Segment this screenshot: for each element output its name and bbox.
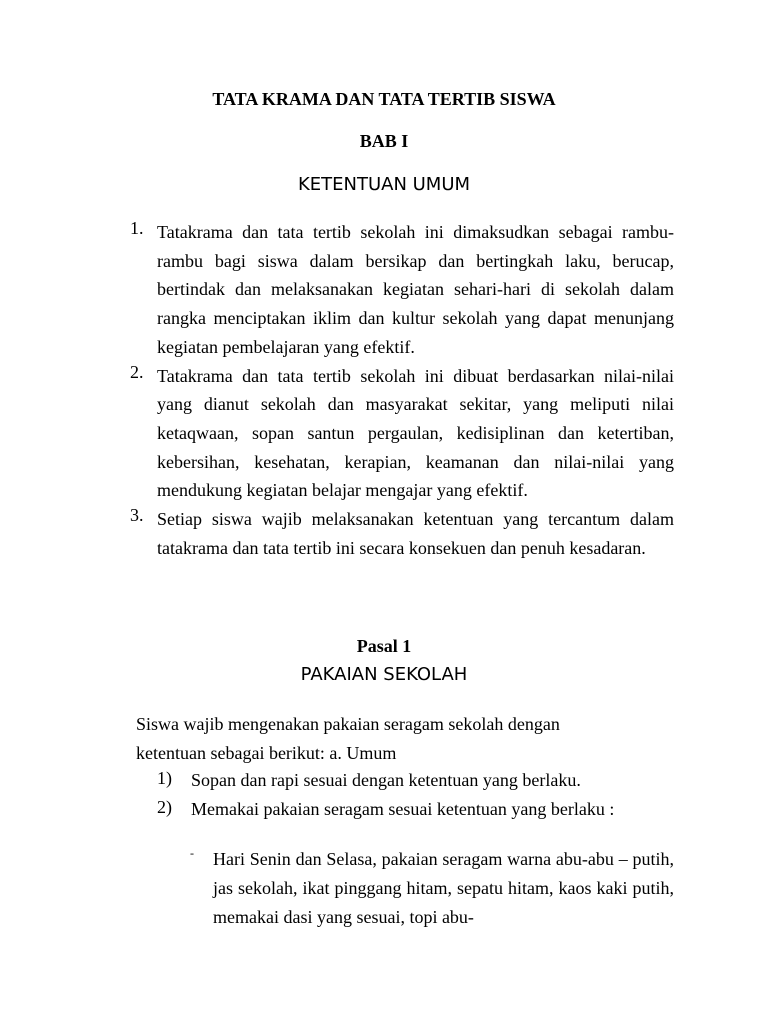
list-item (190, 845, 674, 932)
list-item (130, 362, 674, 506)
list-item-text: Tatakrama dan tata tertib sekolah ini dibuat berdasarkan nilai-nilai yang dianut sekolah dan masyarakat sekitar, yang meliputi nilai ketaqwaan, sopan santun pergaulan, kedisiplinan dan ketertiban, kebersihan, kesehatan, kerapian, keamanan dan nilai-nilai yang mendukung kegiatan belajar mengajar yang efektif. (157, 365, 674, 501)
intro-line: ketentuan sebagai berikut: a. Umum (136, 743, 397, 763)
list-item-text: Tatakrama dan tata tertib sekolah ini dimaksudkan sebagai rambu-rambu bagi siswa dalam bersikap dan bertingkah laku, berucap, bertindak dan melaksanakan kegiatan sehari-hari di sekolah dalam rangka menciptakan iklim dan kultur sekolah yang dapat menunjang kegiatan pembelajaran yang efektif. (157, 222, 674, 357)
list-item-number: 1. (130, 218, 144, 238)
rules-list (157, 768, 674, 826)
document-title: TATA KRAMA DAN TATA TERTIB SISWA (212, 89, 556, 109)
intro-line: Siswa wajib mengenakan pakaian seragam sekolah dengan (136, 714, 560, 734)
list-item-number: 2. (130, 361, 144, 382)
list-item-number: 3. (130, 505, 144, 526)
list-item-text: Memakai pakaian seragam sesuai ketentuan yang berlaku : (191, 799, 615, 819)
list-item-text: Hari Senin dan Selasa, pakaian seragam warna abu-abu – putih, jas sekolah, ikat pinggang hitam, sepatu hitam, kaos kaki putih, memakai dasi yang sesuai, topi abu- (213, 849, 674, 927)
list-item (130, 505, 674, 562)
chapter-title: KETENTUAN UMUM (297, 174, 471, 195)
list-item (157, 768, 674, 792)
list-item-number: 2) (157, 797, 172, 817)
list-item-bullet: - (190, 846, 194, 860)
list-item (130, 218, 674, 362)
uniform-days-list (190, 845, 674, 932)
article-title: PAKAIAN SEKOLAH (300, 664, 468, 685)
list-item-text: Setiap siswa wajib melaksanakan ketentuan yang tercantum dalam tatakrama dan tata tertib ini secara konsekuen dan penuh kesadaran. (157, 509, 674, 558)
list-item-number: 1) (157, 768, 172, 788)
chapter-heading: BAB I (359, 131, 409, 151)
article-heading: Pasal 1 (356, 636, 412, 656)
article-intro (136, 710, 656, 768)
list-item-text: Sopan dan rapi sesuai dengan ketentuan yang berlaku. (191, 770, 581, 790)
general-provisions-list (130, 218, 674, 562)
list-item (157, 797, 674, 821)
